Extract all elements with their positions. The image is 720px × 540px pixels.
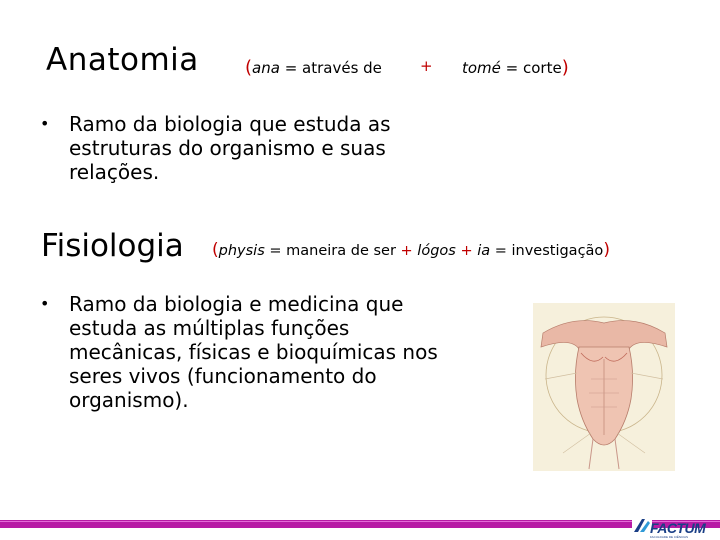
fisiologia-line-2: estuda as múltiplas funções — [69, 316, 350, 340]
physis-term: physis — [218, 243, 265, 259]
ia-term: ia — [477, 243, 491, 259]
paren-close: ) — [603, 240, 610, 260]
ana-term: ana — [252, 59, 280, 77]
paren-close: ) — [561, 57, 569, 78]
physis-meaning: = maneira de ser — [264, 243, 401, 259]
ia-meaning: = investigação — [490, 243, 604, 259]
anatomical-figure-image — [533, 303, 675, 471]
anatomia-etymology-2 — [462, 57, 569, 78]
factum-logo-tagline: FACULDADE DE CIÊNCIAS — [650, 535, 689, 539]
anatomia-bullet — [40, 112, 500, 188]
plus-1: + — [400, 243, 413, 259]
fisiologia-title: Fisiologia — [41, 228, 184, 264]
logos-term: lógos — [417, 243, 456, 259]
anatomia-line-1: Ramo da biologia que estuda as — [69, 112, 391, 136]
fisiologia-line-4: seres vivos (funcionamento do — [69, 364, 377, 388]
anatomia-bullet-text — [69, 112, 391, 184]
factum-logo-mark-icon — [632, 516, 652, 536]
fisiologia-bullet-text — [69, 292, 438, 412]
vitruvian-torso-illustration — [533, 303, 675, 471]
anatomia-title: Anatomia — [46, 42, 199, 78]
bullet-dot: • — [40, 294, 50, 313]
paren-open: ( — [212, 240, 219, 260]
anatomia-line-3: relações. — [69, 160, 160, 184]
fisiologia-line-1: Ramo da biologia e medicina que — [69, 292, 404, 316]
paren-open: ( — [245, 57, 253, 78]
factum-logo — [628, 514, 720, 540]
anatomia-plus: + — [420, 57, 433, 75]
tome-term: tomé — [462, 59, 501, 77]
tome-meaning: = corte — [500, 59, 562, 77]
fisiologia-bullet — [40, 292, 520, 422]
ana-meaning: = através de — [279, 59, 382, 77]
factum-logo-name: FACTUM — [650, 520, 706, 536]
fisiologia-etymology — [212, 240, 610, 260]
fisiologia-line-5: organismo). — [69, 388, 189, 412]
plus-2: + — [460, 243, 473, 259]
bullet-dot: • — [40, 114, 50, 133]
anatomia-line-2: estruturas do organismo e suas — [69, 136, 386, 160]
fisiologia-line-3: mecânicas, físicas e bioquímicas nos — [69, 340, 438, 364]
footer-highlight-line — [0, 521, 720, 522]
anatomia-etymology-1 — [245, 57, 382, 78]
